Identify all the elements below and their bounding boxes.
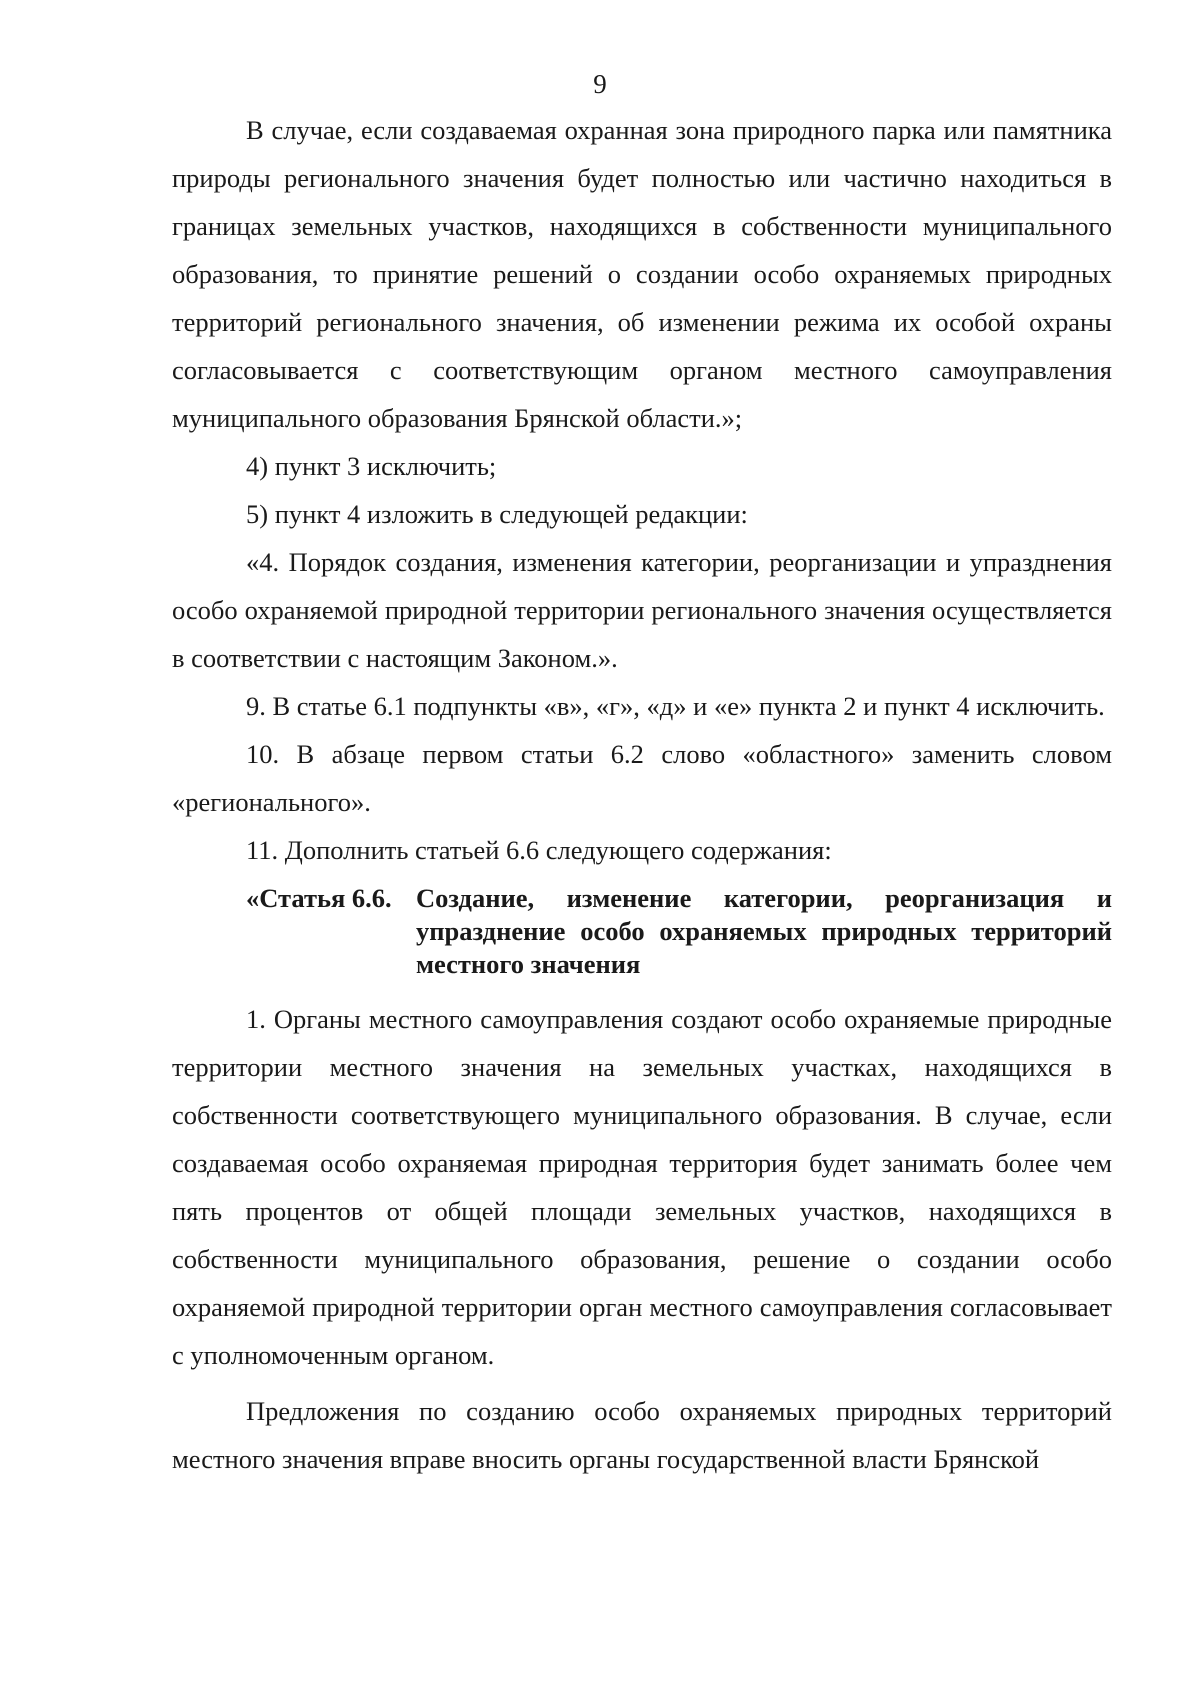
article-paragraph-2: Предложения по созданию особо охраняемых природных территорий местного значения вправе вносить органы государственной власти Брянской xyxy=(172,1396,1112,1474)
page-number: 9 xyxy=(593,69,607,99)
document-body xyxy=(172,106,1112,1483)
paragraph-item-10: 10. В абзаце первом статьи 6.2 слово «областного» заменить словом «регионального». xyxy=(172,739,1112,817)
paragraph-quoted-point-4: «4. Порядок создания, изменения категории, реорганизации и упразднения особо охраняемой природной территории регионального значения осуществляется в соответствии с настоящим Законом.». xyxy=(172,547,1112,673)
paragraph-item-5: 5) пункт 4 изложить в следующей редакции: xyxy=(246,499,748,529)
paragraph-item-4: 4) пункт 3 исключить; xyxy=(246,451,497,481)
article-title: Создание, изменение категории, реорганизация и упразднение особо охраняемых природных территорий местного значения xyxy=(416,883,1112,979)
article-paragraph-1: 1. Органы местного самоуправления создают особо охраняемые природные территории местного значения на земельных участках, находящихся в собственности соответствующего муниципального образования. В случае, если создаваемая особо охраняемая природная территория будет занимать более чем пять процентов от общей площади земельных участков, находящихся в собственности муниципального образования, решение о создании особо охраняемой природной территории орган местного самоуправления согласовывает с уполномоченным органом. xyxy=(172,1004,1112,1370)
paragraph-protection-zone: В случае, если создаваемая охранная зона природного парка или памятника природы регионального значения будет полностью или частично находиться в границах земельных участков, находящихся в собственности муниципального образования, то принятие решений о создании особо охраняемых природных территорий регионального значения, об изменении режима их особой охраны согласовывается с соответствующим органом местного самоуправления муниципального образования Брянской области.»; xyxy=(172,115,1112,433)
article-heading xyxy=(246,882,1112,981)
paragraph-item-9: 9. В статье 6.1 подпункты «в», «г», «д» и «е» пункта 2 и пункт 4 исключить. xyxy=(246,691,1105,721)
article-label: «Статья 6.6. xyxy=(246,883,392,913)
paragraph-item-11: 11. Дополнить статьей 6.6 следующего содержания: xyxy=(246,835,832,865)
